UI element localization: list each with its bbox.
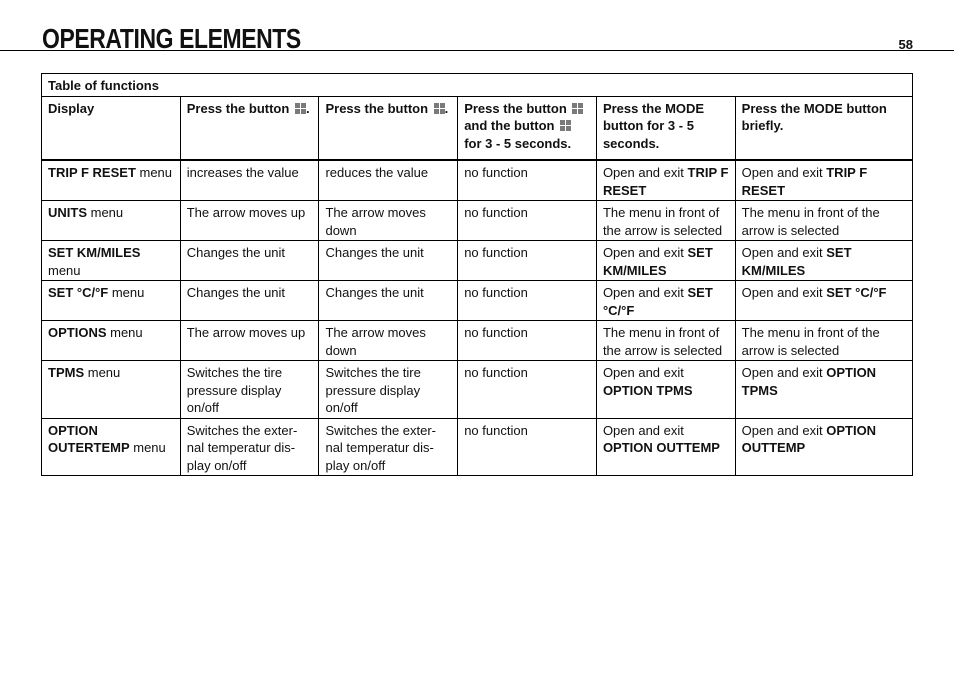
cell-minus: Switches the tire pressure display on/off <box>319 361 458 419</box>
cell-display <box>42 201 181 241</box>
plus-button-icon <box>572 103 583 114</box>
mode-short-target: OPTION TPMS <box>741 365 877 398</box>
menu-suffix: menu <box>129 440 166 455</box>
mode-long-target: TRIP F RESET <box>602 165 729 198</box>
mode-long-text: Open and exit <box>602 245 688 260</box>
menu-suffix: menu <box>84 365 121 380</box>
menu-name: OPTION OUTERTEMP <box>48 422 130 455</box>
cell-mode-long <box>596 321 735 361</box>
table-row <box>42 281 913 321</box>
mode-long-text: The menu in front of the arrow is selected <box>602 205 723 238</box>
mode-short-text: Open and exit <box>741 165 827 180</box>
table-row <box>42 418 913 476</box>
menu-name: SET KM/MILES <box>48 245 141 260</box>
menu-suffix: menu <box>48 262 81 278</box>
cell-display <box>42 361 181 419</box>
page-title: OPERATING ELEMENTS <box>42 23 301 54</box>
cell-display <box>42 281 181 321</box>
mode-long-text: The menu in front of the arrow is selected <box>602 325 723 358</box>
header-press-plus-label: Press the button <box>186 100 290 116</box>
table-body <box>42 160 913 476</box>
menu-suffix: menu <box>135 165 173 180</box>
cell-both: no function <box>458 281 597 321</box>
header-press-mode-long <box>596 96 735 160</box>
header-rule <box>0 50 954 51</box>
menu-name: TRIP F RESET <box>48 165 136 180</box>
cell-both: no function <box>458 201 597 241</box>
header-display <box>42 96 181 160</box>
mode-long-text: Open and exit <box>602 165 688 180</box>
mode-long-text: Open and exit <box>602 285 688 300</box>
mode-long-text: Open and exit <box>602 422 684 438</box>
mode-short-text: The menu in front of the arrow is selected <box>741 325 880 358</box>
cell-display <box>42 418 181 476</box>
header-press-minus <box>319 96 458 160</box>
menu-suffix: menu <box>87 205 124 220</box>
header-press-mode-long-label: Press the MODE button for 3 - 5 seconds. <box>602 100 705 151</box>
page-number: 58 <box>898 37 913 52</box>
cell-mode-long <box>596 418 735 476</box>
mode-long-text: Open and exit <box>602 365 684 380</box>
cell-minus: Changes the unit <box>319 281 458 321</box>
cell-plus: Switches the tire pressure display on/off <box>180 361 319 419</box>
mode-short-target: OPTION OUTTEMP <box>741 422 877 455</box>
cell-mode-short <box>735 361 912 419</box>
cell-minus: reduces the value <box>319 160 458 201</box>
table-header-row <box>42 96 913 160</box>
menu-suffix: menu <box>106 325 143 340</box>
menu-suffix: menu <box>108 285 145 300</box>
menu-name: SET °C/°F <box>48 285 109 300</box>
cell-both: no function <box>458 160 597 201</box>
cell-both: no function <box>458 361 597 419</box>
header-press-plus-suffix: . <box>305 100 310 116</box>
cell-plus: Changes the unit <box>180 281 319 321</box>
mode-short-target: SET KM/MILES <box>741 245 852 278</box>
header-press-minus-suffix: . <box>444 100 449 116</box>
header-press-both-suffix: for 3 - 5 seconds. <box>464 135 572 151</box>
cell-display <box>42 321 181 361</box>
cell-both: no function <box>458 321 597 361</box>
table-row <box>42 361 913 419</box>
table-caption: Table of functions <box>42 74 913 97</box>
mode-short-text: Open and exit <box>741 422 827 438</box>
mode-short-text: The menu in front of the arrow is selected <box>741 205 880 238</box>
header-press-both-mid: and the button <box>464 118 555 133</box>
cell-plus: Changes the unit <box>180 241 319 281</box>
header-press-both <box>458 96 597 160</box>
cell-minus: Changes the unit <box>319 241 458 281</box>
header-press-minus-label: Press the button <box>325 100 429 116</box>
cell-mode-long <box>596 241 735 281</box>
table-row <box>42 160 913 201</box>
cell-mode-short <box>735 281 912 321</box>
cell-mode-short <box>735 241 912 281</box>
header-press-mode-short <box>735 96 912 160</box>
cell-mode-long <box>596 201 735 241</box>
page-header <box>0 0 954 52</box>
menu-name: TPMS <box>48 365 85 380</box>
mode-short-target: SET °C/°F <box>826 285 887 300</box>
mode-long-target: OPTION TPMS <box>602 382 693 398</box>
table-row <box>42 321 913 361</box>
header-press-both-label: Press the button <box>464 100 567 116</box>
mode-long-target: SET KM/MILES <box>602 245 713 278</box>
mode-short-text: Open and exit <box>741 285 827 300</box>
menu-name: OPTIONS <box>48 325 107 340</box>
mode-short-target: TRIP F RESET <box>741 165 868 198</box>
cell-mode-long <box>596 361 735 419</box>
cell-plus: Switches the exter-nal temperatur dis-play on/off <box>180 418 319 476</box>
cell-minus: The arrow moves down <box>319 201 458 241</box>
functions-table <box>41 73 913 476</box>
minus-button-icon <box>434 103 445 114</box>
mode-long-target: SET °C/°F <box>602 285 713 318</box>
cell-minus: The arrow moves down <box>319 321 458 361</box>
cell-mode-long <box>596 281 735 321</box>
cell-both: no function <box>458 418 597 476</box>
cell-both: no function <box>458 241 597 281</box>
cell-minus: Switches the exter-nal temperatur dis-play on/off <box>319 418 458 476</box>
table-row <box>42 241 913 281</box>
cell-mode-short <box>735 418 912 476</box>
header-display-label: Display <box>48 100 95 116</box>
cell-display <box>42 160 181 201</box>
mode-long-target: OPTION OUTTEMP <box>602 440 720 455</box>
cell-plus: increases the value <box>180 160 319 201</box>
header-press-mode-short-label: Press the MODE button briefly. <box>741 100 887 133</box>
table-caption-row <box>42 74 913 97</box>
table-row <box>42 201 913 241</box>
cell-mode-short <box>735 201 912 241</box>
cell-mode-long <box>596 160 735 201</box>
cell-plus: The arrow moves up <box>180 201 319 241</box>
plus-button-icon <box>295 103 306 114</box>
menu-name: UNITS <box>48 205 87 220</box>
cell-plus: The arrow moves up <box>180 321 319 361</box>
cell-mode-short <box>735 321 912 361</box>
cell-display <box>42 241 181 281</box>
mode-short-text: Open and exit <box>741 365 827 380</box>
minus-button-icon <box>560 120 571 131</box>
header-press-plus <box>180 96 319 160</box>
mode-short-text: Open and exit <box>741 245 827 260</box>
cell-mode-short <box>735 160 912 201</box>
